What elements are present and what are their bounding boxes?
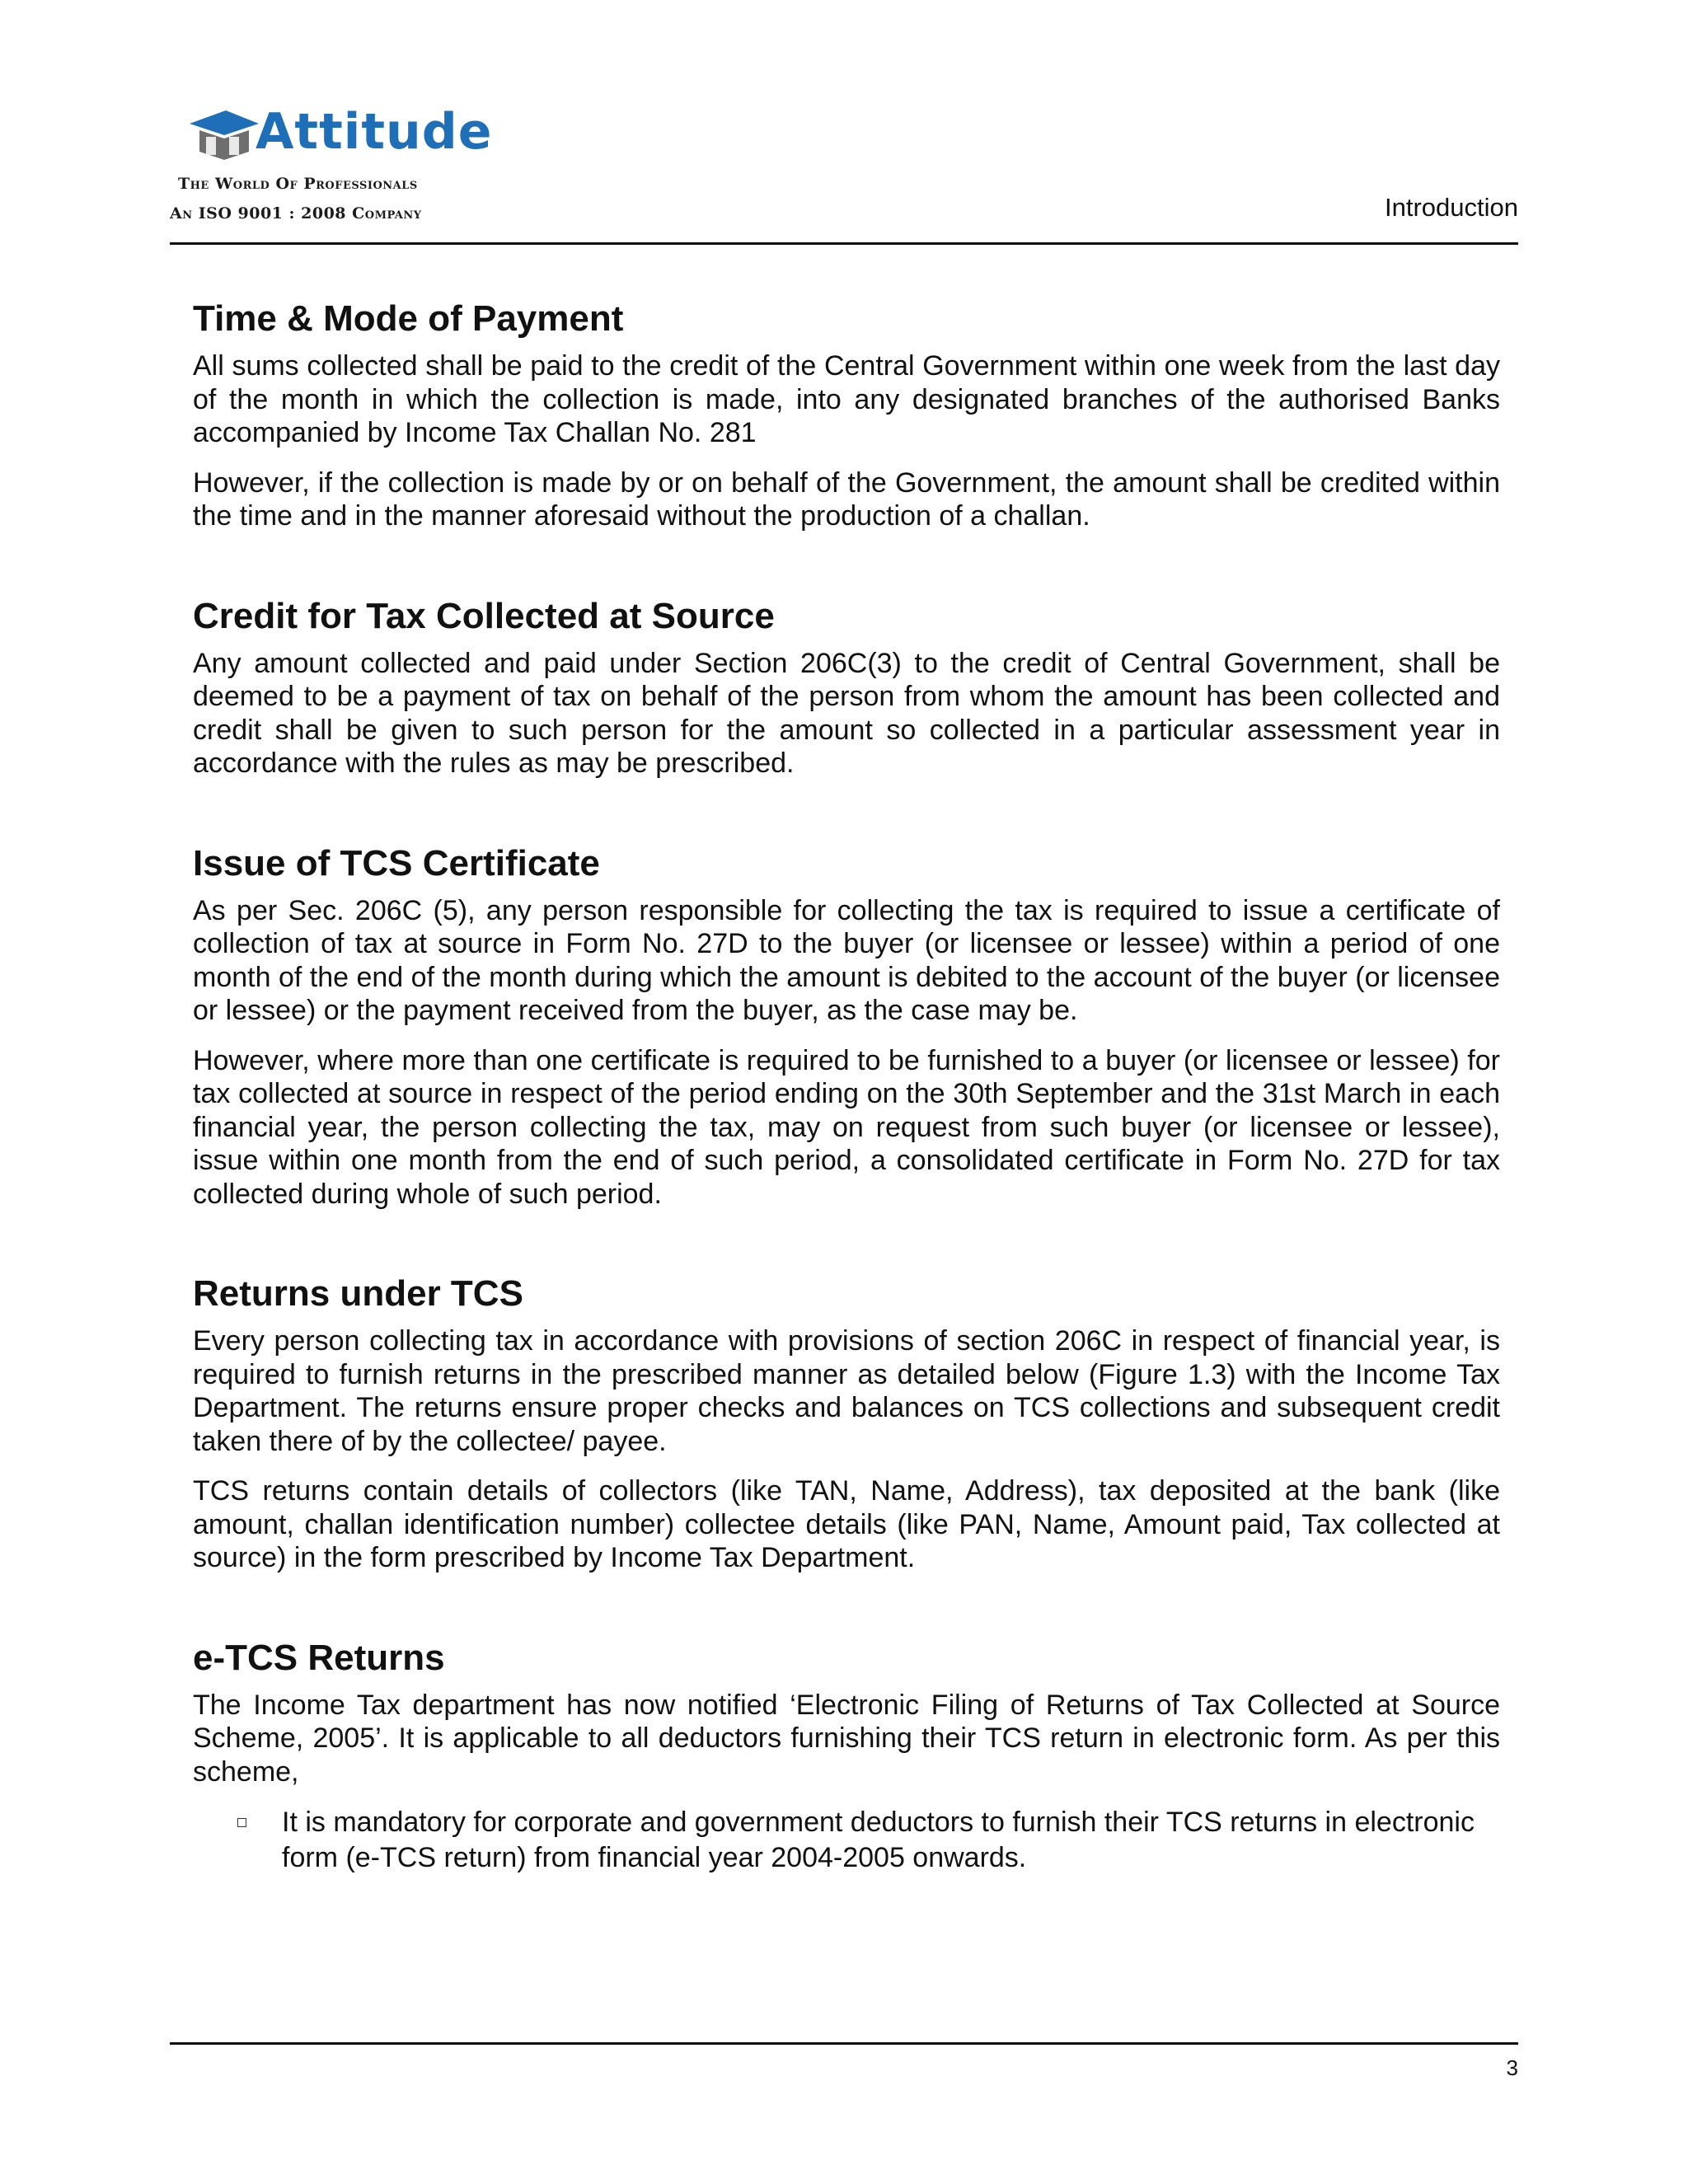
section-heading: Time & Mode of Payment	[193, 298, 624, 339]
section-credit-tcs	[193, 594, 1500, 780]
paragraph: As per Sec. 206C (5), any person responsible for collecting the tax is required to issue a certificate of collection of tax at source in Form No. 27D to the buyer (or licensee or lessee) within a period of one month of the end of the month during which the amount is debited to the account of the buyer (or licensee or lessee) or the payment received from the buyer, as the case may be.	[193, 894, 1500, 1026]
paragraph: Any amount collected and paid under Section 206C(3) to the credit of Central Government, shall be deemed to be a payment of tax on behalf of the person from whom the amount has been collected and credit shall be given to such person for the amount so collected in a particular assessment year in accordance with the rules as may be prescribed.	[193, 647, 1500, 779]
graduation-cap-icon	[183, 105, 262, 165]
paragraph: However, if the collection is made by or on behalf of the Government, the amount shall be credited within the time and in the manner aforesaid without the production of a challan.	[193, 466, 1500, 532]
logo-company	[170, 204, 422, 223]
paragraph: All sums collected shall be paid to the credit of the Central Government within one week from the last day of the month in which the collection is made, into any designated branches of the authorised Banks accompanied by Income Tax Challan No. 281	[193, 350, 1500, 448]
paragraph: TCS returns contain details of collectors (like TAN, Name, Address), tax deposited at the bank (like amount, challan identification number) collectee details (like PAN, Name, Amount paid, Tax collected at source) in the form prescribed by Income Tax Department.	[193, 1475, 1500, 1573]
section-issue-tcs-certificate	[193, 841, 1500, 1212]
footer-divider	[170, 2042, 1518, 2045]
page-content	[193, 297, 1500, 1876]
square-bullet-icon	[237, 1818, 246, 1827]
header-divider	[170, 242, 1518, 245]
list-item-text: It is mandatory for corporate and government deductors to furnish their TCS returns in electronic form (e-TCS return) from financial year 2004-2005 onwards.	[282, 1807, 1475, 1873]
paragraph: Every person collecting tax in accordance with provisions of section 206C in respect of financial year, is required to furnish returns in the prescribed manner as detailed below (Figure 1.3) with the Income Tax Department. The returns ensure proper checks and balances on TCS collections and subsequent credit taken there of by the collectee/ payee.	[193, 1325, 1500, 1457]
chapter-label: Introduction	[1385, 193, 1518, 222]
paragraph: However, where more than one certificate is required to be furnished to a buyer (or licensee or lessee) for tax collected at source in respect of the period ending on the 30th September and the 31st March in each financial year, the person collecting the tax, may on request from such buyer (or licensee or lessee), issue within one month from the end of such period, a consolidated certificate in Form No. 27D for tax collected during whole of such period.	[193, 1044, 1500, 1210]
company-logo	[170, 99, 516, 231]
logo-tagline	[178, 175, 418, 193]
section-heading: e-TCS Returns	[193, 1637, 445, 1678]
logo-tagline-text: The World Of Professionals	[178, 175, 418, 193]
section-returns-under-tcs	[193, 1272, 1500, 1575]
section-e-tcs-returns	[193, 1636, 1500, 1877]
logo-company-text: An ISO 9001 : 2008 Company	[170, 204, 422, 223]
page-number: 3	[1506, 2055, 1518, 2080]
section-heading: Credit for Tax Collected at Source	[193, 595, 775, 636]
logo-wordmark: Attitude	[256, 103, 493, 161]
bullet-list	[193, 1805, 1500, 1876]
page-header	[170, 99, 1518, 244]
list-item	[193, 1805, 1500, 1876]
section-time-mode-payment	[193, 297, 1500, 533]
section-heading: Issue of TCS Certificate	[193, 842, 600, 883]
paragraph: The Income Tax department has now notified ‘Electronic Filing of Returns of Tax Collected at Source Scheme, 2005’. It is applicable to all deductors furnishing their TCS return in electronic form. As per this scheme,	[193, 1689, 1500, 1788]
section-heading: Returns under TCS	[193, 1273, 523, 1314]
